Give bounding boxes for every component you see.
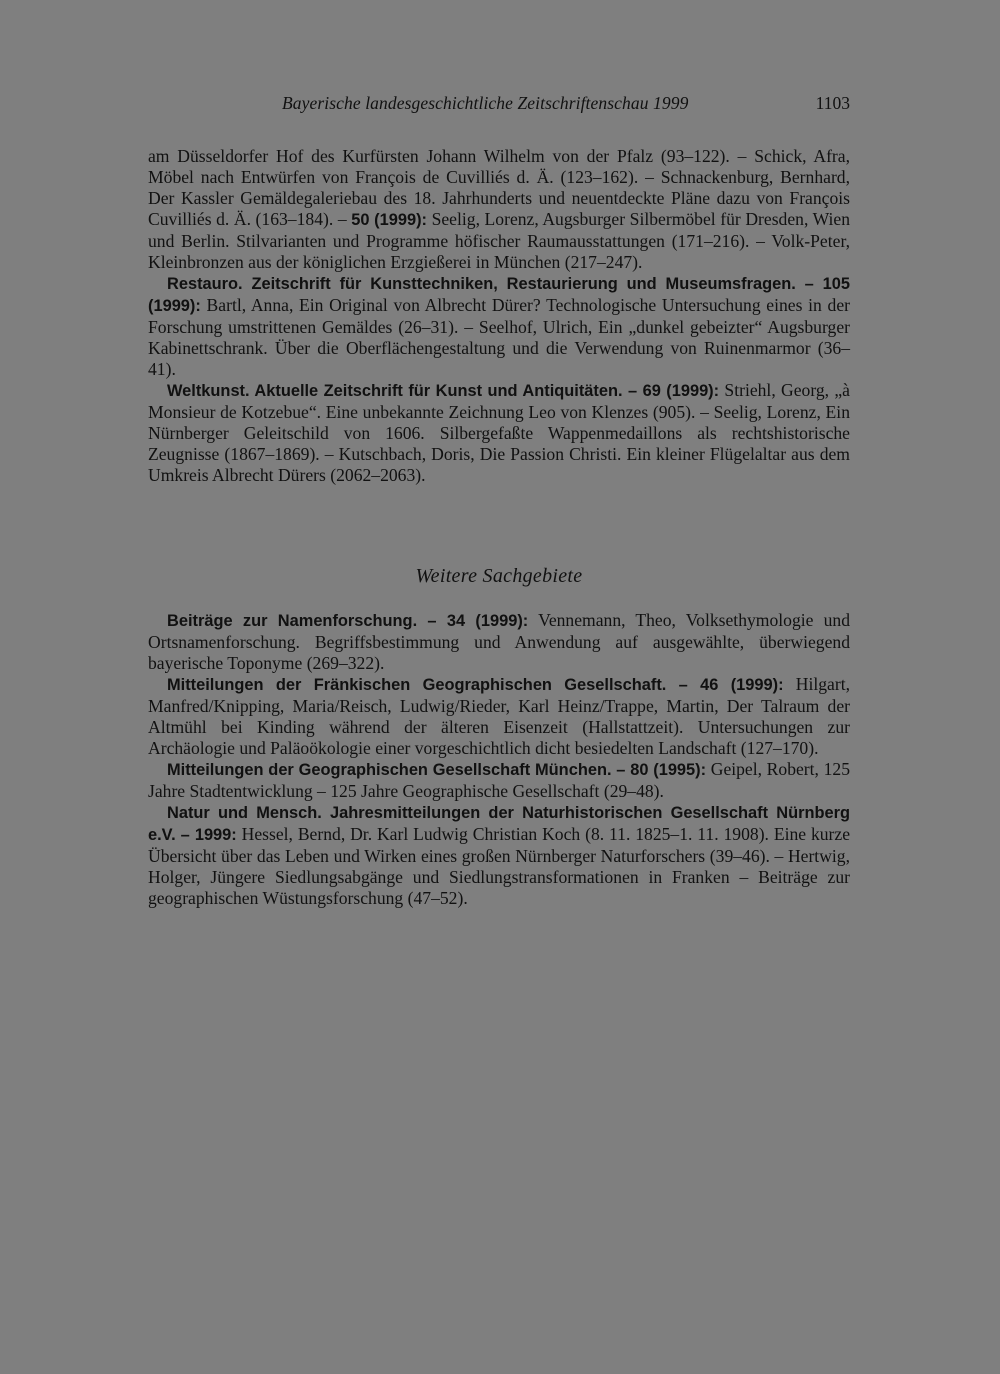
entry-restauro	[148, 273, 850, 380]
journal-title: Restauro. Zeitschrift für Kunsttechniken, Restaurierung und Museumsfragen. – 105 (1999):	[148, 275, 850, 315]
bottom-text-block	[148, 610, 850, 909]
entry-text: Striehl, Georg, „à Monsieur de Kotzebue“. Eine unbekannte Zeichnung Leo von Klenzes (905). – Seelig, Lorenz, Ein Nürnberger Geleitschild von 1606. Silbergefaßte Wappenmedaillons als rechtshistorische Zeugnisse (1867–1869). – Kutschbach, Doris, Die Passion Christi. Ein kleiner Flügelaltar aus dem Umkreis Albrecht Dürers (2062–2063).	[148, 380, 850, 485]
entry-text: Vennemann, Theo, Volksethymologie und Ortsnamenforschung. Begriffsbestimmung und Anwendung auf ausgewählte, überwiegend bayerische Toponyme (269–322).	[148, 610, 850, 673]
journal-title: Natur und Mensch. Jahresmitteilungen der Naturhistorischen Gesellschaft Nürnberg e.V. – 1999:	[148, 804, 850, 844]
paragraph-text: am Düsseldorfer Hof des Kurfürsten Johann Wilhelm von der Pfalz (93–122). – Schick, Afra, Möbel nach Entwürfen von François de Cuvilliés d. Ä. (123–162). – Schnackenburg, Bernhard, Der Kassler Gemäldegaleriebau des 18. Jahrhunderts und neuentdeckte Pläne dazu von François Cuvilliés d. Ä. (163–184). –	[148, 146, 850, 229]
running-head	[148, 93, 850, 117]
journal-title: Weltkunst. Aktuelle Zeitschrift für Kunst und Antiquitäten. – 69 (1999):	[167, 382, 720, 400]
entry-text: Hilgart, Manfred/Knipping, Maria/Reisch, Ludwig/Rieder, Karl Heinz/Trappe, Martin, Der Talraum der Altmühl bei Kinding während der älteren Eisenzeit (Hallstattzeit). Untersuchungen zur Archäologie und Paläoökologie einer vorgeschichtlich dicht besiedelten Landschaft (127–170).	[148, 674, 850, 758]
entry-text: Hessel, Bernd, Dr. Karl Ludwig Christian Koch (8. 11. 1825–1. 11. 1908). Eine kurze Übersicht über das Leben und Wirken eines großen Nürnberger Naturforschers (39–46). – Hertwig, Holger, Jüngere Siedlungsabgänge und Siedlungstransformationen in Franken – Beiträge zur geographischen Wüstungsforschung (47–52).	[148, 824, 851, 908]
entry-namenforschung	[148, 610, 850, 674]
entry-fraenkische-geographie	[148, 674, 850, 759]
paragraph-text: Seelig, Lorenz, Augsburger Silbermöbel für Dresden, Wien und Berlin. Stilvarianten und Programme höfischer Raumausstattungen (171–216). – Volk-Peter, Kleinbronzen aus der königlichen Erzgießerei in München (217–247).	[148, 209, 851, 272]
entry-natur-und-mensch	[148, 802, 850, 909]
entry-text: Bartl, Anna, Ein Original von Albrecht Dürer? Technologische Untersuchung eines in der Forschung umstrittenen Gemäldes (26–31). – Seelhof, Ulrich, Ein „dunkel gebeizter“ Augsburger Kabinettschrank. Über die Oberflächengestaltung und die Verwendung von Ruinenmarmor (36–41).	[148, 295, 850, 379]
entry-weltkunst	[148, 380, 850, 486]
section-heading: Weitere Sachgebiete	[415, 565, 583, 587]
entry-text: Geipel, Robert, 125 Jahre Stadtentwicklung – 125 Jahre Geographische Gesellschaft (29–48).	[148, 759, 850, 801]
journal-title: Beiträge zur Namenforschung. – 34 (1999):	[167, 612, 529, 630]
paragraph-continuation	[148, 146, 850, 273]
top-text-block	[148, 146, 850, 486]
entry-geographie-muenchen	[148, 759, 850, 802]
running-title: Bayerische landesgeschichtliche Zeitschriftenschau 1999	[282, 93, 689, 113]
page-number: 1103	[815, 93, 850, 113]
journal-title: Mitteilungen der Geographischen Gesellschaft München. – 80 (1995):	[167, 761, 707, 779]
volume-label: 50 (1999):	[351, 211, 428, 229]
journal-title: Mitteilungen der Fränkischen Geographischen Gesellschaft. – 46 (1999):	[167, 676, 784, 694]
